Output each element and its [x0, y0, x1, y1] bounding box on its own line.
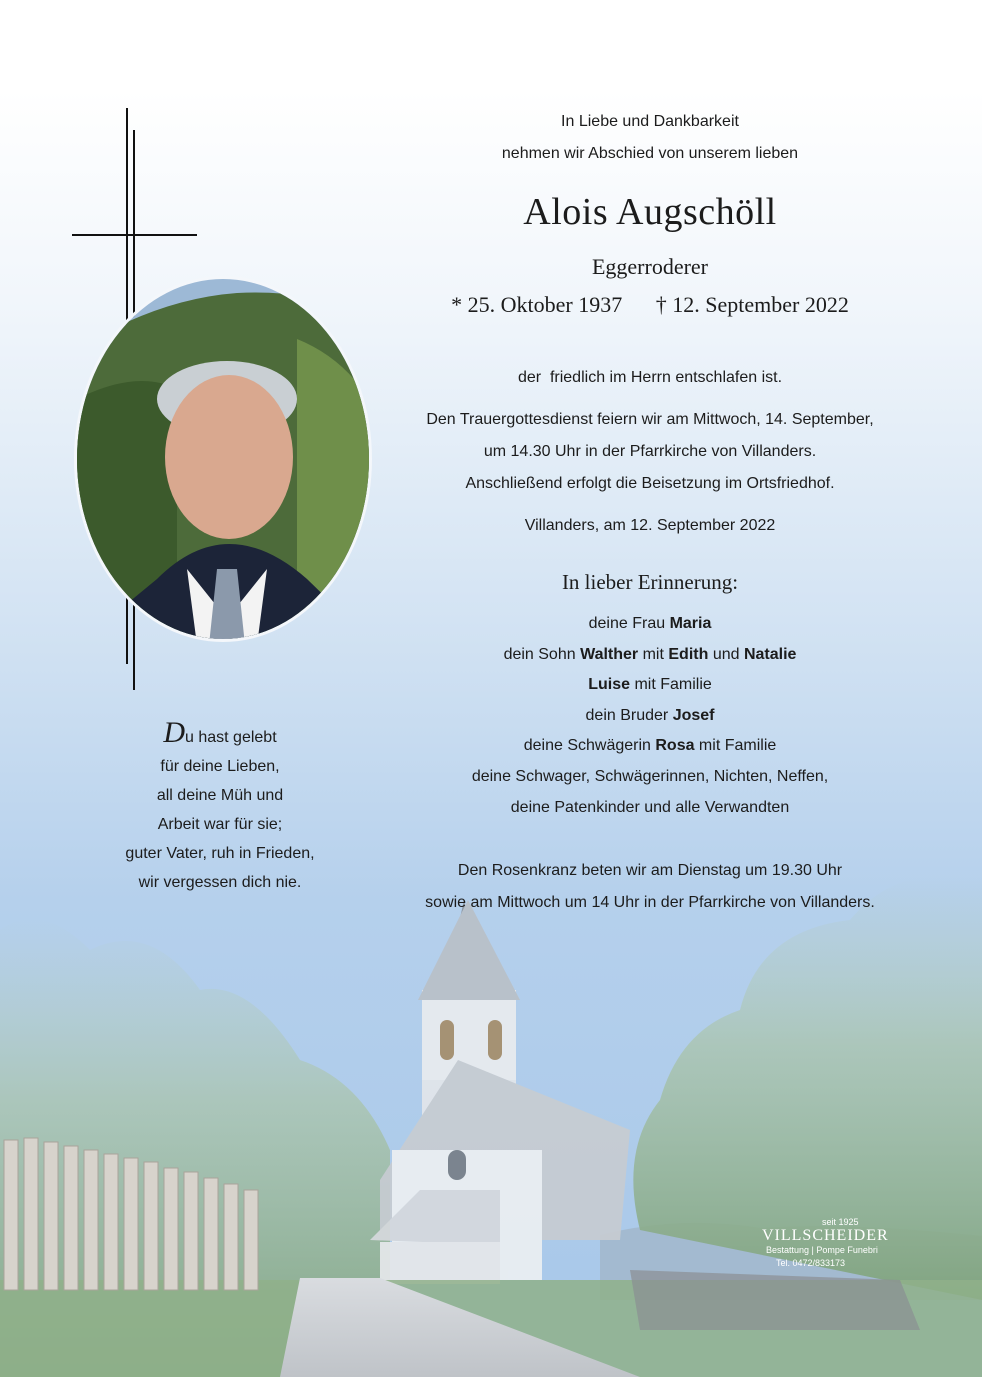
rosary-line-2: sowie am Mittwoch um 14 Uhr in der Pfarrkirche von Villanders. [425, 894, 875, 911]
logo-tagline: Bestattung | Pompe Funebri [766, 1245, 878, 1255]
memorial-poem [100, 718, 340, 897]
logo-brand: VILLSCHEIDER [762, 1227, 889, 1244]
death-date: † 12. September 2022 [655, 292, 849, 317]
poem-line-4: Arbeit war für sie; [157, 816, 283, 833]
family-line: deine Frau Maria [588, 615, 712, 632]
family-list [330, 609, 970, 823]
service-line-2: um 14.30 Uhr in der Pfarrkirche von Villanders. [483, 443, 817, 460]
church [370, 900, 630, 1284]
family-line: deine Schwägerin Rosa mit Familie [523, 737, 777, 755]
intro-line-2: nehmen wir Abschied von unserem lieben [501, 145, 799, 162]
intro-line-1: In Liebe und Dankbarkeit [561, 113, 739, 130]
memory-heading: In lieber Erinnerung: [561, 570, 739, 594]
poem-initial: D [163, 716, 186, 749]
portrait-photo [74, 276, 372, 642]
family-line: dein Sohn Walther mit Edith und Natalie [503, 645, 797, 663]
rosary-line-1: Den Rosenkranz beten wir am Dienstag um 19.30 Uhr [457, 862, 843, 879]
logo-phone: Tel. 0472/833173 [776, 1258, 846, 1268]
poem-line-2: für deine Lieben, [160, 758, 280, 775]
poem-line-6: wir vergessen dich nie. [138, 874, 302, 891]
passed-text: der friedlich im Herrn entschlafen ist. [517, 369, 783, 386]
birth-date: * 25. Oktober 1937 [451, 292, 623, 317]
poem-line-3: all deine Müh und [156, 787, 284, 804]
life-dates [330, 292, 970, 318]
cross-horizontal [72, 234, 197, 236]
family-line: Luise mit Familie [588, 676, 712, 694]
family-line: deine Schwager, Schwägerinnen, Nichten, Neffen, [471, 767, 829, 785]
place-date: Villanders, am 12. September 2022 [524, 517, 776, 534]
funeral-home-logo [762, 1217, 892, 1268]
poem-line-1: Du hast gelebt [163, 716, 277, 749]
funeral-details [330, 362, 970, 542]
service-line-1: Den Trauergottesdienst feiern wir am Mittwoch, 14. September, [426, 411, 874, 428]
family-line: dein Bruder Josef [585, 706, 715, 724]
deceased-name: Alois Augschöll [523, 191, 777, 233]
service-line-3: Anschließend erfolgt die Beisetzung im Ortsfriedhof. [465, 475, 835, 492]
rosary-info [330, 855, 970, 919]
logo-since: seit 1925 [822, 1217, 859, 1227]
intro-text [330, 106, 970, 170]
deceased-nickname: Eggerroderer [591, 254, 709, 279]
family-line: deine Patenkinder und alle Verwandten [510, 798, 790, 816]
poem-line-5: guter Vater, ruh in Frieden, [125, 845, 315, 862]
